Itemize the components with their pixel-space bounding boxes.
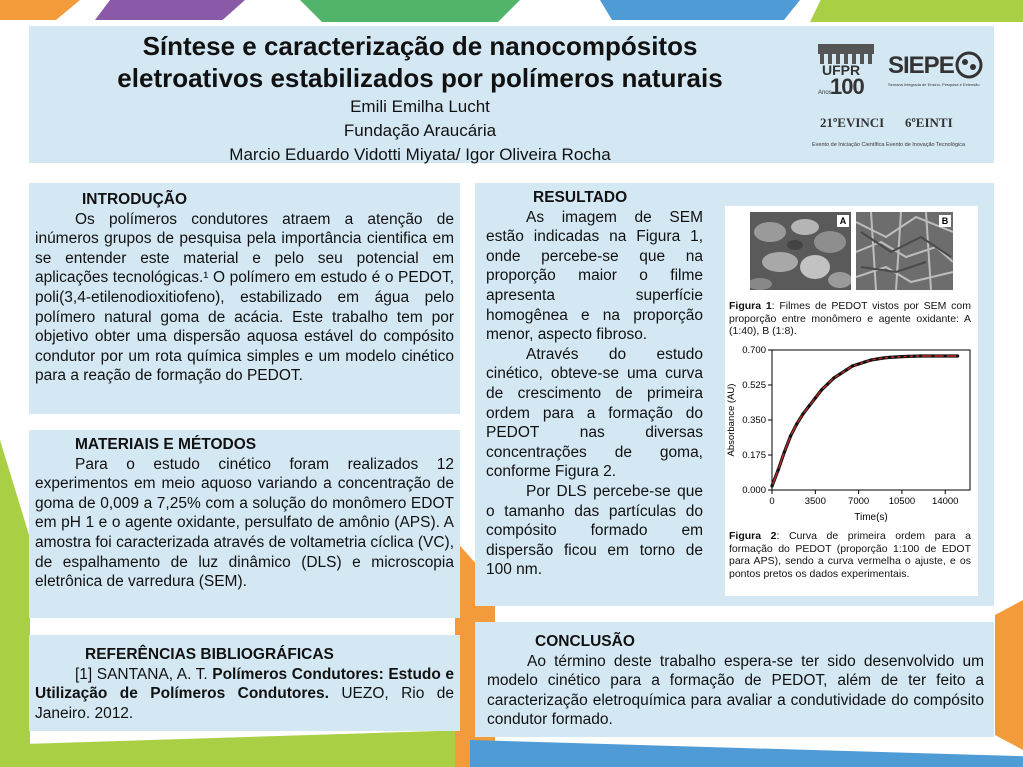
event-caption: Evento de Iniciação Científica Evento de Inovação Tecnológica [812, 142, 966, 148]
ufpr-100: 100 [830, 74, 864, 99]
conclusao-panel [475, 622, 994, 737]
data-point [913, 355, 916, 358]
data-point [882, 356, 885, 359]
data-point [777, 468, 780, 471]
data-point [863, 360, 866, 363]
y-tick-label: 0.525 [742, 380, 766, 391]
figura2-text: : Curva de primeira ordem para a formação do PEDOT (proporção 1:100 de EDOT para APS), sendo a curva vermelha o ajuste, e os pontos pretos os dados experimentais. [729, 530, 971, 580]
data-point [783, 450, 786, 453]
data-point [826, 382, 829, 385]
data-point [900, 355, 903, 358]
decor-top-purple [95, 0, 245, 20]
figura2-label: Figura 2 [729, 530, 777, 542]
y-tick-label: 0.175 [742, 450, 766, 461]
decor-top-lime [810, 0, 1023, 22]
data-point [876, 357, 879, 360]
resultado-heading: RESULTADO [533, 189, 628, 206]
introducao-body: Os polímeros condutores atraem a atenção de inúmeros grupos de pesquisa pela importância cientifica em se entender este material e pelo seu potencial em aplicações tecnológicas.¹ O polímero em estudo é o PEDOT, poli(3,4-etilenodioxitiofeno), estabilizado em água pelo polímero natural goma de acácia. Este trabalho tem por objetivo obter uma dispersão aquosa estável do compósito condutor por um rota química simples e um modelo cinético para a reação de formação do PEDOT. [35, 210, 454, 385]
figura2-caption [729, 530, 971, 580]
siepe-logo [888, 48, 988, 94]
referencia-1 [35, 665, 454, 724]
evinci-logo: 21ºEVINCI [820, 115, 885, 130]
series-line-experimental [772, 356, 958, 486]
conclusao-heading: CONCLUSÃO [535, 633, 635, 650]
y-tick-label: 0.000 [742, 485, 766, 496]
x-tick-label: 7000 [848, 496, 870, 507]
figura1-text: : Filmes de PEDOT vistos por SEM com proporção entre monômero e agente oxidante: A (1:40), B (1:8). [729, 300, 971, 337]
resultado-p2: Através do estudo cinético, obteve-se uma curva de crescimento de primeira ordem para a formação do PEDOT nas diversas concentrações de goma, conforme Figura 2. [486, 345, 703, 481]
data-point [907, 355, 910, 358]
siepe-text: SIEPE [888, 52, 954, 79]
sem-image-b [856, 212, 953, 290]
data-point [795, 422, 798, 425]
data-point [820, 388, 823, 391]
introducao-panel [29, 183, 460, 414]
introducao-heading: INTRODUÇÃO [82, 191, 188, 208]
decor-top-green [300, 0, 520, 22]
siepe-subtitle: Semana Integrada de Ensino, Pesquisa e Extensão [888, 82, 980, 87]
ref-title: Polímeros Condutores: Estudo e Utilização de Polímeros Condutores. [35, 665, 454, 703]
referencias-panel [29, 635, 460, 731]
data-point [931, 354, 934, 357]
data-point [956, 354, 959, 357]
title-line-2: eletroativos estabilizados por polímeros naturais [117, 63, 723, 93]
data-point [832, 376, 835, 379]
figura1-caption [729, 300, 971, 338]
decor-right-orange [995, 600, 1023, 750]
author-name: Emili Emilha Lucht [350, 97, 490, 116]
x-axis-label: Time(s) [854, 512, 888, 522]
resultado-text [486, 188, 703, 580]
kinetic-chart [725, 340, 975, 522]
referencias-heading: REFERÊNCIAS BIBLIOGRÁFICAS [85, 646, 334, 663]
chart-frame [772, 350, 970, 490]
y-tick-label: 0.350 [742, 415, 766, 426]
decor-top-orange [0, 0, 80, 20]
decor-top-blue [600, 0, 800, 20]
decor-bottom-lime [0, 730, 470, 767]
ref-suffix: UEZO, Rio de Janeiro. 2012. [35, 685, 455, 722]
sem-image-a [750, 212, 851, 290]
data-point [869, 358, 872, 361]
data-point [808, 404, 811, 407]
ufpr-anos: Anos [818, 90, 832, 96]
ufpr-logo [816, 40, 876, 100]
sem-label-a: A [837, 215, 849, 227]
x-tick-label: 10500 [888, 496, 916, 507]
resultado-p1: As imagem de SEM estão indicadas na Figura 1, onde percebe-se que na proporção maior o filme apresenta superfície homogênea e na proporção menor, aspecto fibroso. [486, 208, 703, 344]
data-point [838, 372, 841, 375]
data-point [801, 412, 804, 415]
materiais-panel [29, 430, 460, 618]
data-point [857, 362, 860, 365]
ufpr-text: UFPR [822, 62, 861, 78]
materiais-heading: MATERIAIS E MÉTODOS [75, 436, 257, 453]
y-axis-label: Absorbance (AU) [726, 383, 737, 457]
data-point [851, 364, 854, 367]
sem-texture-a [750, 212, 851, 290]
ref-prefix: [1] SANTANA, A. T. [75, 665, 213, 683]
data-point [770, 484, 773, 487]
resultado-p3: Por DLS percebe-se que o tamanho das partículas do compósito formado em dispersão ficou em torno de 100 nm. [486, 482, 703, 579]
data-point [894, 355, 897, 358]
siepe-globe-icon [954, 50, 984, 80]
x-tick-label: 14000 [932, 496, 959, 507]
data-point [814, 396, 817, 399]
x-tick-label: 3500 [804, 496, 826, 507]
poster-title [40, 30, 800, 94]
decor-bottom-blue [470, 740, 1023, 767]
y-tick-label: 0.700 [742, 345, 766, 356]
data-point [944, 354, 947, 357]
data-point [845, 368, 848, 371]
conclusao-body: Ao término deste trabalho espera-se ter sido desenvolvido um modelo cinético para a formação de PEDOT, além de ter feito a caracterização eletroquímica para avaliar a condutividade do compósito condutor formado. [487, 652, 984, 729]
x-tick-label: 0 [769, 496, 775, 507]
title-line-1: Síntese e caracterização de nanocompósitos [142, 31, 698, 61]
advisor-names: Marcio Eduardo Vidotti Miyata/ Igor Oliveira Rocha [229, 145, 611, 164]
einti-logo: 6ºEINTI [905, 115, 953, 130]
data-point [789, 434, 792, 437]
materiais-body: Para o estudo cinético foram realizados 12 experimentos em meio aquoso variando a concentração de goma de 0,009 a 7,25% com a solução do monômero EDOT em pH 1 e o agente oxidante, persulfato de amônio (APS). A amostra foi caracterizada através de voltametria cíclica (VC), de espalhamento de luz dinâmico (DLS) e microscopia eletrônica de varredura (SEM). [35, 455, 454, 591]
figura1-label: Figura 1 [729, 300, 772, 312]
institution-name: Fundação Araucária [343, 121, 497, 140]
data-point [919, 354, 922, 357]
decor-left-lime [0, 440, 30, 767]
data-point [888, 356, 891, 359]
sem-label-b: B [939, 215, 951, 227]
